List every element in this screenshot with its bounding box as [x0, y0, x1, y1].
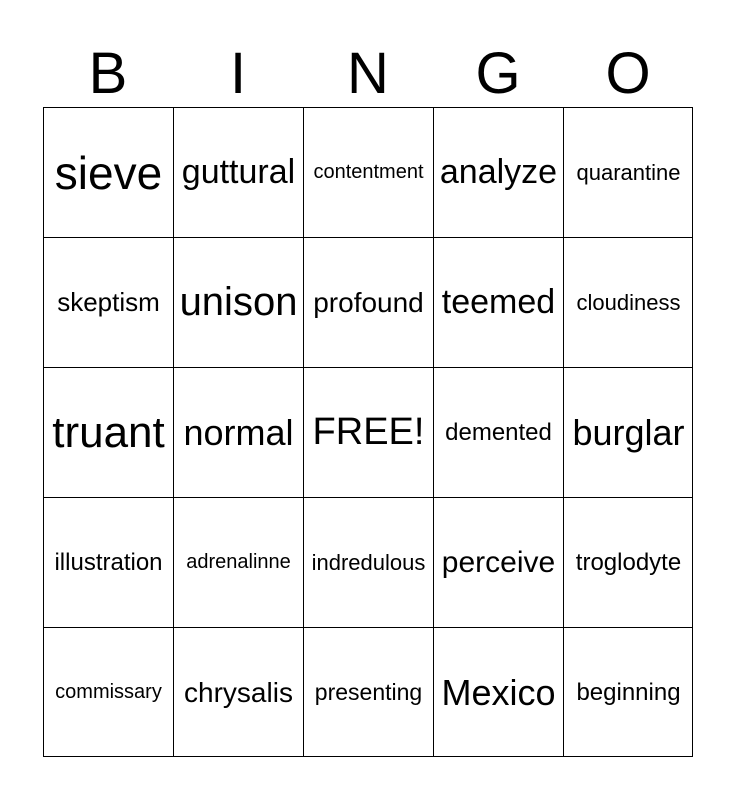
bingo-cell: contentment: [303, 107, 433, 237]
header-letter-g: G: [475, 41, 521, 106]
bingo-cell: skeptism: [43, 237, 173, 367]
bingo-cell: quarantine: [563, 107, 693, 237]
bingo-cell free-space: FREE!: [303, 367, 433, 497]
bingo-cell: normal: [173, 367, 303, 497]
bingo-cell: indredulous: [303, 497, 433, 627]
bingo-cell: presenting: [303, 627, 433, 757]
bingo-cell: troglodyte: [563, 497, 693, 627]
bingo-cell: burglar: [563, 367, 693, 497]
bingo-cell: guttural: [173, 107, 303, 237]
bingo-cell: illustration: [43, 497, 173, 627]
bingo-cell: profound: [303, 237, 433, 367]
bingo-cell: adrenalinne: [173, 497, 303, 627]
bingo-cell: sieve: [43, 107, 173, 237]
bingo-cell: teemed: [433, 237, 563, 367]
bingo-cell: commissary: [43, 627, 173, 757]
bingo-cell: demented: [433, 367, 563, 497]
header-letter-n: N: [347, 41, 389, 106]
bingo-card-grid: [43, 107, 693, 757]
bingo-cell: analyze: [433, 107, 563, 237]
bingo-cell: unison: [173, 237, 303, 367]
header-letter-i: I: [229, 41, 247, 106]
bingo-cell: Mexico: [433, 627, 563, 757]
bingo-cell: perceive: [433, 497, 563, 627]
header-letter-b: B: [88, 41, 128, 106]
bingo-cell: beginning: [563, 627, 693, 757]
bingo-header: [43, 40, 693, 108]
bingo-cell: cloudiness: [563, 237, 693, 367]
header-letter-o: O: [605, 41, 651, 106]
bingo-cell: truant: [43, 367, 173, 497]
bingo-cell: chrysalis: [173, 627, 303, 757]
